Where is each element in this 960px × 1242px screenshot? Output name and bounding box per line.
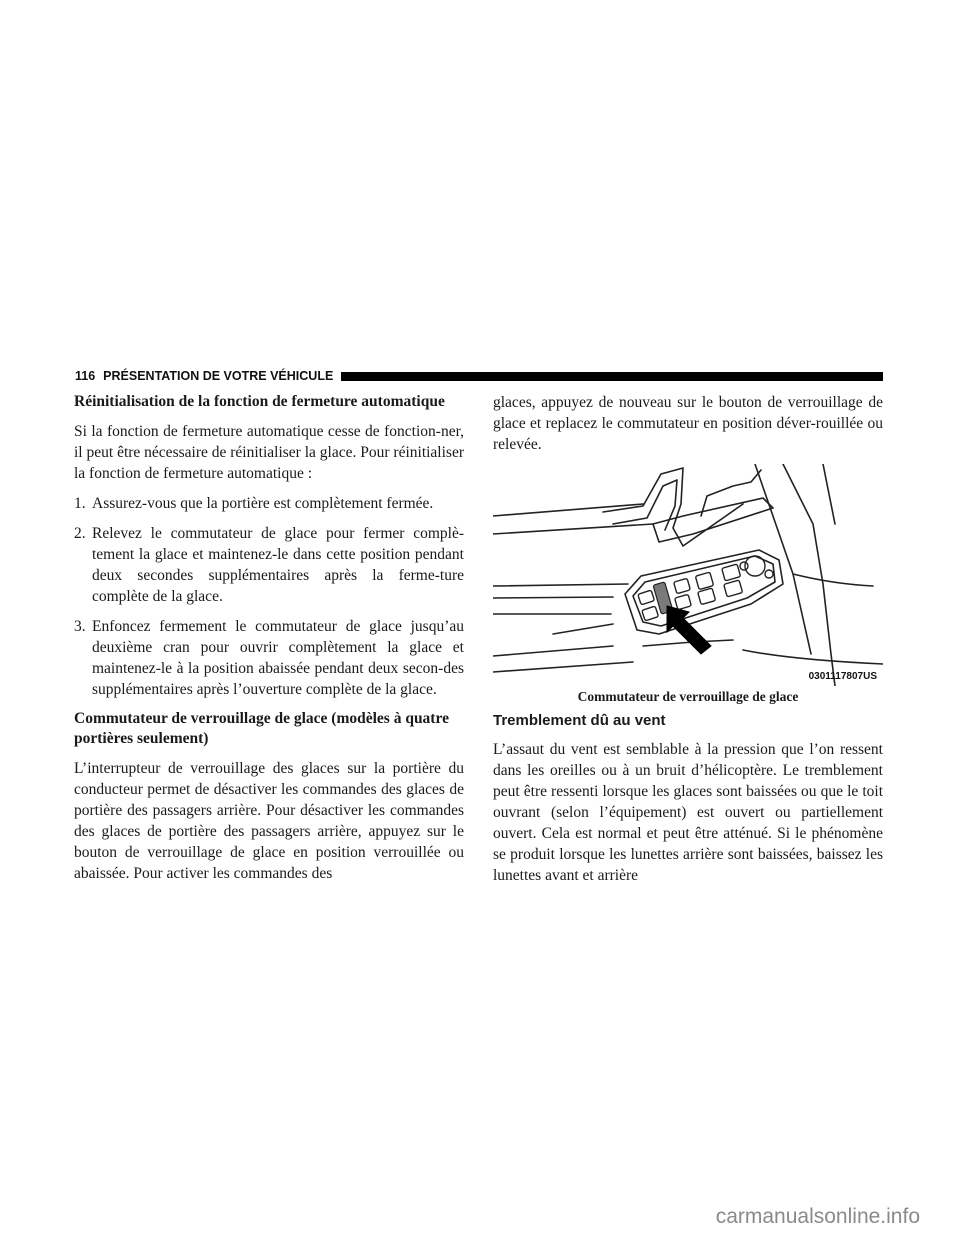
right-column [493,392,883,895]
door-panel-illustration [493,464,883,686]
figure-code: 0301117807US [808,671,877,682]
step-text: Enfoncez fermement le commutateur de glace jusqu’au deuxième cran pour ouvrir complètement la glace et maintenez-le à la position abaissée pendant deux secon-des supplémentaires après l’ouverture complète de la glace. [92,618,464,698]
watermark-text: carmanualsonline.info [715,1205,920,1228]
wind-heading: Tremblement dû au vent [493,712,666,729]
wind-text: L’assaut du vent est semblable à la pression que l’on ressent dans les oreilles ou à un bruit d’hélicoptère. Le tremblement peut être ressenti lorsque les glaces sont baissées ou que le toit ouvrant (selon l’équipement) est ouvert ou partiellement ouvert. Cela est normal et peut être atténué. Si le phénomène se produit lorsque les lunettes arrière sont baissées, baissez les lunettes avant et arrière [493,741,883,884]
step-text: Assurez-vous que la portière est complètement fermée. [92,495,434,512]
lock-text: L’interrupteur de verrouillage des glaces sur la portière du conducteur permet de désactiver les commandes des glaces de portière des passagers arrière. Pour désactiver les commandes des glaces de portière des passagers arrière, appuyez sur le bouton de verrouillage de glace en position verrouillée ou abaissée. Pour activer les commandes des [74,760,464,882]
section-title: PRÉSENTATION DE VOTRE VÉHICULE [103,369,334,383]
step-number: 2. [74,525,86,542]
step-number: 3. [74,618,86,635]
left-column [74,392,464,893]
page-number: 116 [75,369,96,383]
header-rule [341,372,883,381]
continued-text: glaces, appuyez de nouveau sur le bouton de verrouillage de glace et replacez le commutateur en position déver-rouillée ou relevée. [493,394,883,453]
step-number: 1. [74,495,86,512]
reset-intro: Si la fonction de fermeture automatique cesse de fonction-ner, il peut être nécessaire de réinitialiser la glace. Pour réinitialiser la fonction de fermeture automatique : [74,423,464,482]
lock-heading: Commutateur de verrouillage de glace (modèles à quatre portières seulement) [74,710,449,747]
reset-heading: Réinitialisation de la fonction de fermeture automatique [74,393,445,410]
page-header [75,367,883,385]
list-item [74,493,464,514]
step-text: Relevez le commutateur de glace pour fermer complè-tement la glace et maintenez-le dans cette position pendant deux secondes supplémentaires après la ferme-ture complète de la glace. [92,525,464,605]
list-item [74,523,464,607]
figure-caption: Commutateur de verrouillage de glace [577,689,799,704]
window-lock-figure [493,464,883,686]
list-item [74,616,464,700]
